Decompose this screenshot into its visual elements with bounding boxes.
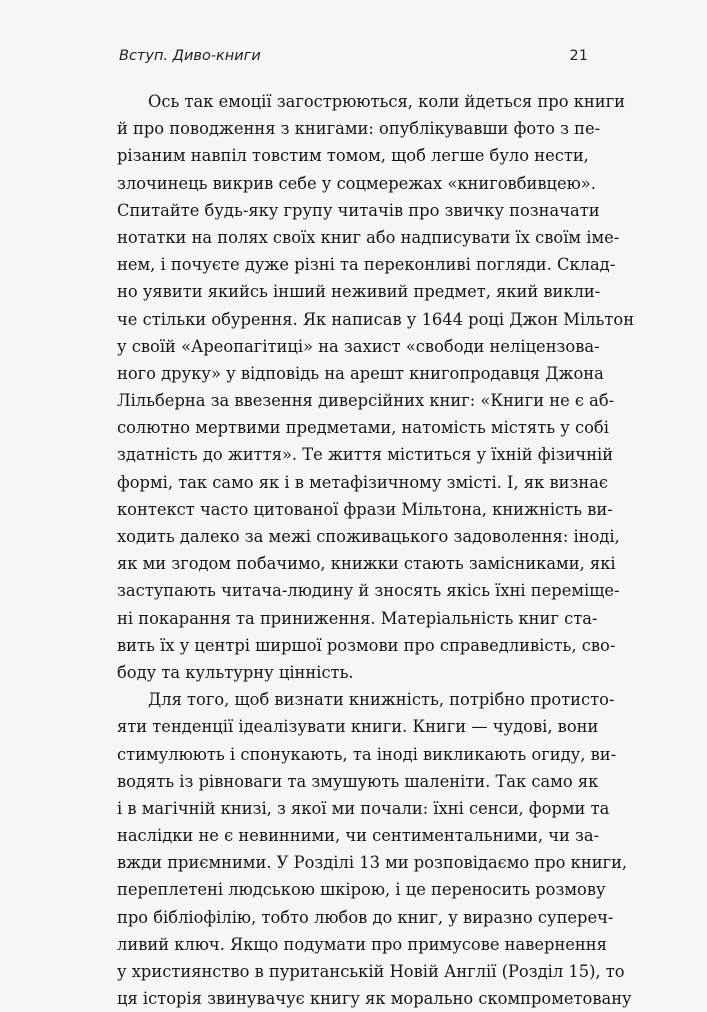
- text-line: Ось так емоції загострюються, коли йдеться про книги: [148, 92, 625, 111]
- text-line: різаним навпіл товстим томом, щоб легше було нести,: [117, 146, 589, 166]
- text-line: ного друку» у відповідь на арешт книгопродавця Джона: [117, 363, 604, 383]
- text-line: і в магічній книзі, з якої ми почали: їхні сенси, форми та: [117, 798, 610, 818]
- text-line: вить їх у центрі ширшої розмови про справедливість, сво-: [117, 635, 616, 655]
- text-line: про бібліофілію, тобто любов до книг, у виразно супереч-: [117, 907, 614, 927]
- text-line: й про поводження з книгами: опублікувавши фото з пе-: [117, 119, 601, 139]
- text-line: яти тенденції ідеалізувати книги. Книги — чудові, вони: [117, 717, 599, 737]
- text-line: боду та культурну цінність.: [117, 662, 354, 682]
- text-line: переплетені людською шкірою, і це переносить розмову: [117, 880, 606, 900]
- text-line: як ми згодом побачимо, книжки стають замісниками, які: [117, 554, 616, 574]
- text-line: ходить далеко за межі споживацького задоволення: іноді,: [117, 527, 620, 546]
- text-line: у своїй «Ареопагітиці» на захист «свободи неліцензова-: [117, 336, 600, 356]
- running-head-title: Вступ. Диво-книги: [119, 48, 261, 64]
- text-line: Спитайте будь-яку групу читачів про звичку позначати: [117, 200, 600, 220]
- text-line: контекст часто цитованої фрази Мільтона, книжність ви-: [117, 499, 613, 519]
- text-line: у християнство в пуританській Новій Англії (Розділ 15), то: [117, 962, 625, 981]
- text-line: ні покарання та приниження. Матеріальність книг ста-: [117, 608, 598, 628]
- text-line: че стільки обурення. Як написав у 1644 році Джон Мільтон: [117, 309, 635, 329]
- paragraph-1: [117, 88, 635, 686]
- text-line: нем, і почуєте дуже різні та переконливі погляди. Склад-: [117, 255, 616, 275]
- text-line: заступають читача-людину й зносять якісь їхні переміще-: [117, 581, 620, 601]
- text-line: водять із рівноваги та змушують шаленіти. Так само як: [117, 771, 599, 791]
- text-line: ця історія звинувачує книгу як морально скомпрометовану: [117, 989, 632, 1009]
- text-line: Лільберна за ввезення диверсійних книг: «Книги не є аб-: [117, 391, 615, 411]
- paragraph-2: [117, 686, 632, 1012]
- text-line: наслідки не є невинними, чи сентиментальними, чи за-: [117, 826, 600, 846]
- text-line: нотатки на полях своїх книг або надписувати їх своїм іме-: [117, 227, 620, 247]
- text-line: но уявити якийсь інший неживий предмет, який викли-: [117, 282, 601, 302]
- body-text: [117, 88, 635, 1012]
- page-number: 21: [569, 48, 588, 64]
- text-line: злочинець викрив себе у соцмережах «книговбивцею».: [117, 173, 596, 193]
- text-line: стимулюють і спонукають, та іноді викликають огиду, ви-: [117, 744, 617, 764]
- text-line: Для того, щоб визнати книжність, потрібно протисто-: [148, 690, 615, 710]
- text-line: солютно мертвими предметами, натомість містять у собі: [117, 418, 609, 438]
- text-line: формі, так само як і в метафізичному змісті. І, як визнає: [117, 472, 609, 492]
- text-line: здатність до життя». Те життя міститься у їхній фізичній: [117, 445, 614, 465]
- text-line: ливий ключ. Якщо подумати про примусове навернення: [117, 934, 607, 954]
- text-line: вжди приємними. У Розділі 13 ми розповідаємо про книги,: [117, 853, 628, 873]
